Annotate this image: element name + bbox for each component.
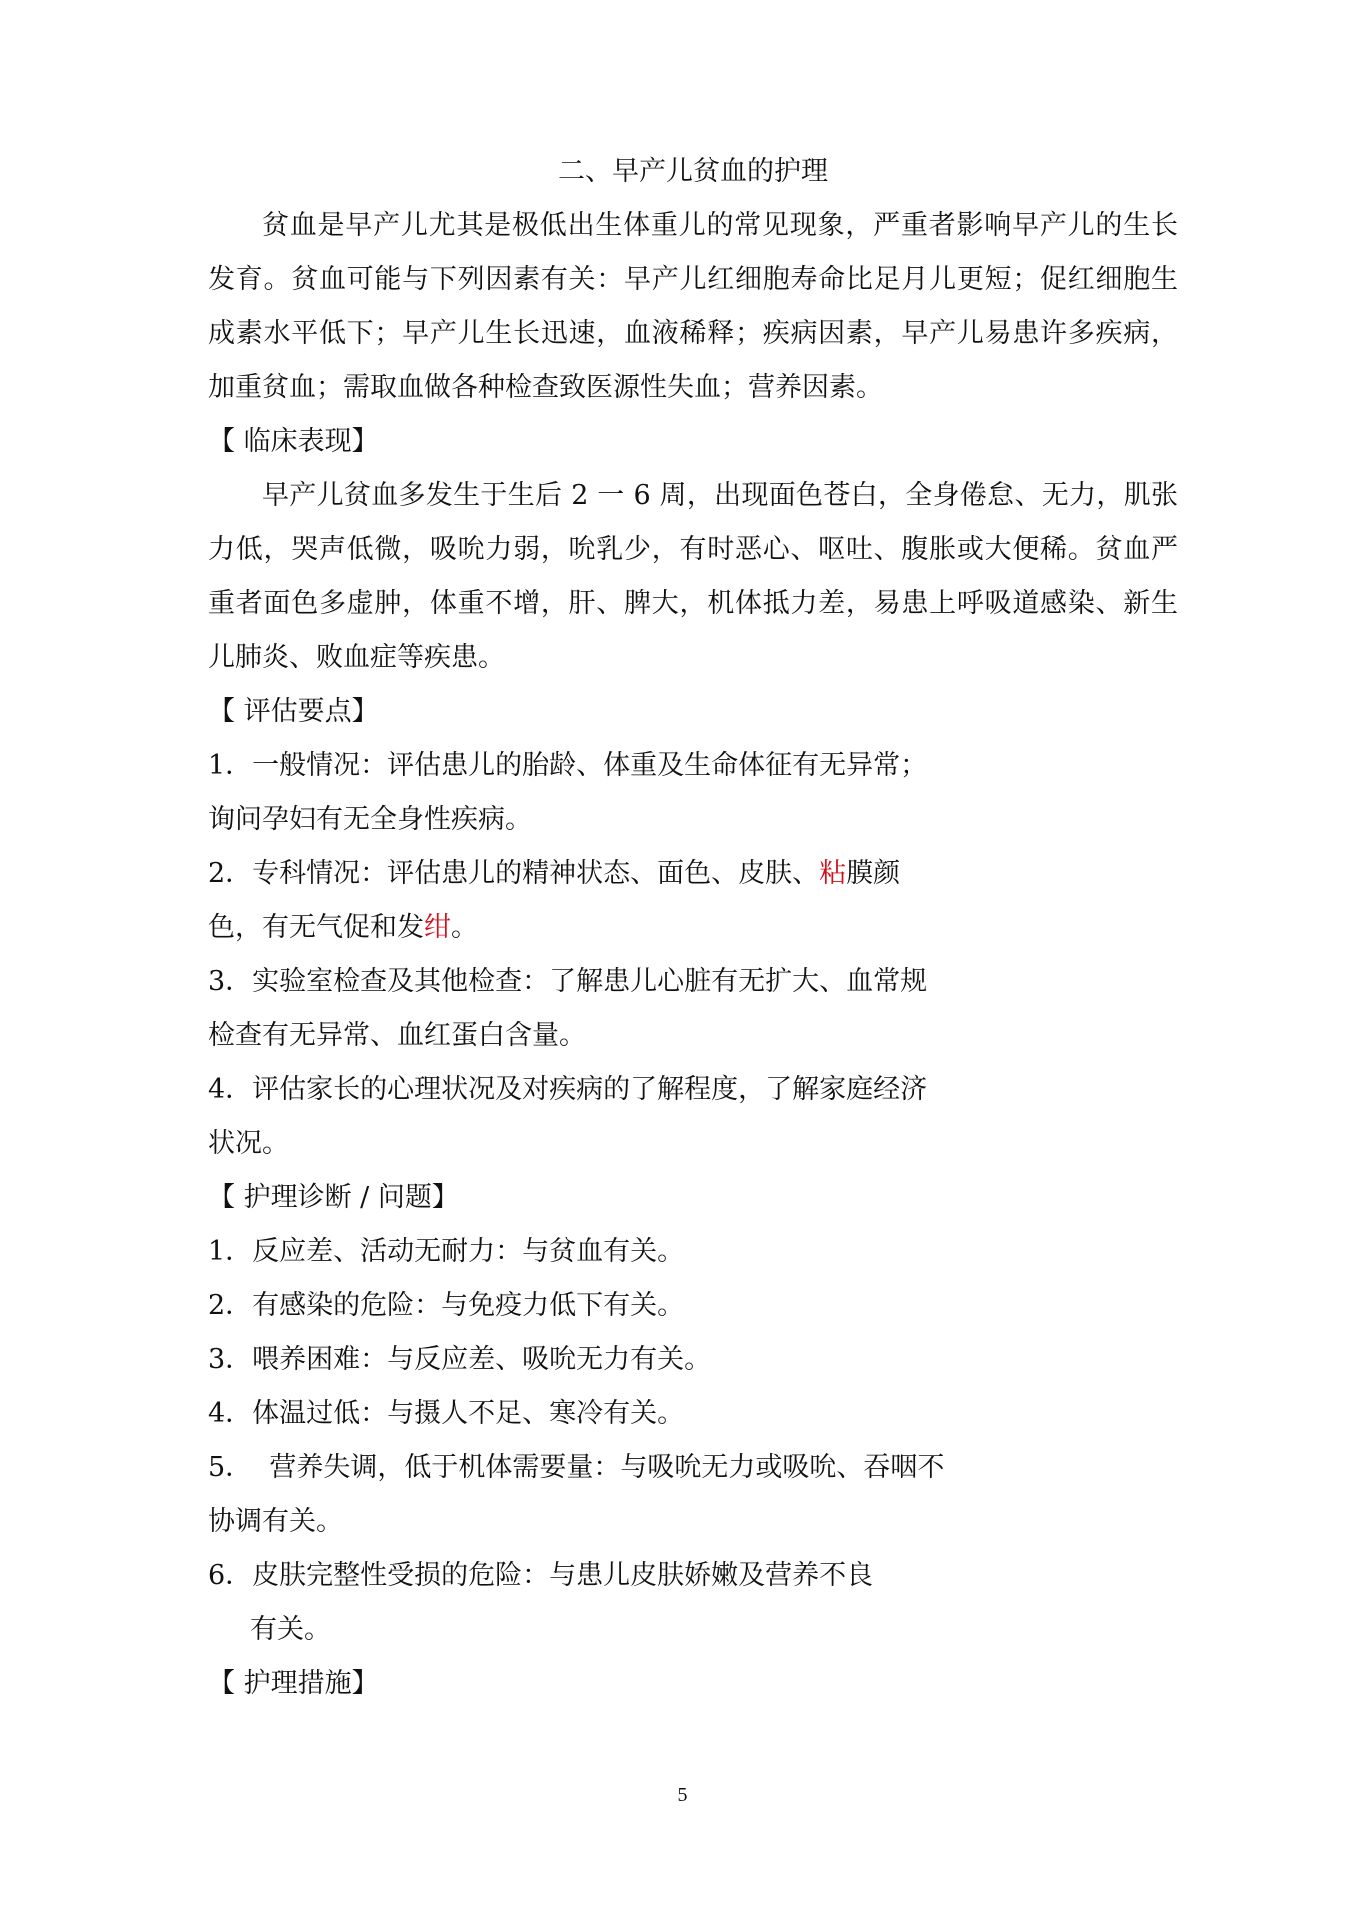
assessment-item-1: 1．一般情况：评估患儿的胎龄、体重及生命体征有无异常；询问孕妇有无全身性疾病。 bbox=[208, 750, 928, 835]
diagnosis-item-3: 3．喂养困难：与反应差、吸吮无力有关。 bbox=[208, 1344, 712, 1375]
assessment-item-2 bbox=[208, 847, 948, 955]
page-content bbox=[208, 145, 1178, 1711]
section-heading-clinical: 【 临床表现】 bbox=[208, 426, 379, 457]
page-title: 二、早产儿贫血的护理 bbox=[558, 156, 828, 187]
clinical-paragraph: 早产儿贫血多发生于生后 2 一 6 周，出现面色苍白，全身倦怠、无力，肌张力低，哭声低微，吸吮力弱，吮乳少，有时恶心、呕吐、腹胀或大便稀。贫血严重者面色多虚肿，体重不增，肝、脾大，机体抵力差，易患上呼吸道感染、新生儿肺炎、败血症等疾患。 bbox=[208, 480, 1178, 673]
diagnosis-item-6-continued: 有关。 bbox=[250, 1614, 331, 1645]
diagnosis-item-2: 2．有感染的危险：与免疫力低下有关。 bbox=[208, 1290, 685, 1321]
highlighted-char: 绀 bbox=[424, 912, 451, 943]
highlighted-char: 粘 bbox=[819, 858, 847, 889]
diagnosis-item-4: 4．体温过低：与摄人不足、寒冷有关。 bbox=[208, 1398, 685, 1429]
assessment-item-4: 4．评估家长的心理状况及对疾病的了解程度，了解家庭经济状况。 bbox=[208, 1074, 928, 1159]
diagnosis-item-6: 6．皮肤完整性受损的危险：与患儿皮肤娇嫩及营养不良 bbox=[208, 1560, 874, 1591]
assessment-item-2-text: 膜颜色，有无气促和发 bbox=[208, 858, 901, 943]
assessment-item-2-text: 。 bbox=[451, 912, 478, 943]
section-heading-measures: 【 护理措施】 bbox=[208, 1668, 379, 1699]
page-number: 5 bbox=[677, 1784, 688, 1806]
diagnosis-item-5: 5． 营养失调，低于机体需要量：与吸吮无力或吸吮、吞咽不协调有关。 bbox=[208, 1452, 945, 1537]
assessment-item-3: 3．实验室检查及其他检查：了解患儿心脏有无扩大、血常规检查有无异常、血红蛋白含量。 bbox=[208, 966, 928, 1051]
intro-paragraph: 贫血是早产儿尤其是极低出生体重儿的常见现象，严重者影响早产儿的生长发育。贫血可能与下列因素有关：早产儿红细胞寿命比足月儿更短；促红细胞生成素水平低下；早产儿生长迅速，血液稀释；疾病因素，早产儿易患许多疾病，加重贫血；需取血做各种检查致医源性失血；营养因素。 bbox=[208, 210, 1178, 403]
diagnosis-item-1: 1．反应差、活动无耐力：与贫血有关。 bbox=[208, 1236, 685, 1267]
section-heading-assessment: 【 评估要点】 bbox=[208, 696, 379, 727]
section-heading-diagnosis: 【 护理诊断 / 问题】 bbox=[208, 1182, 459, 1213]
assessment-item-2-text: 2．专科情况：评估患儿的精神状态、面色、皮肤、 bbox=[208, 858, 820, 889]
